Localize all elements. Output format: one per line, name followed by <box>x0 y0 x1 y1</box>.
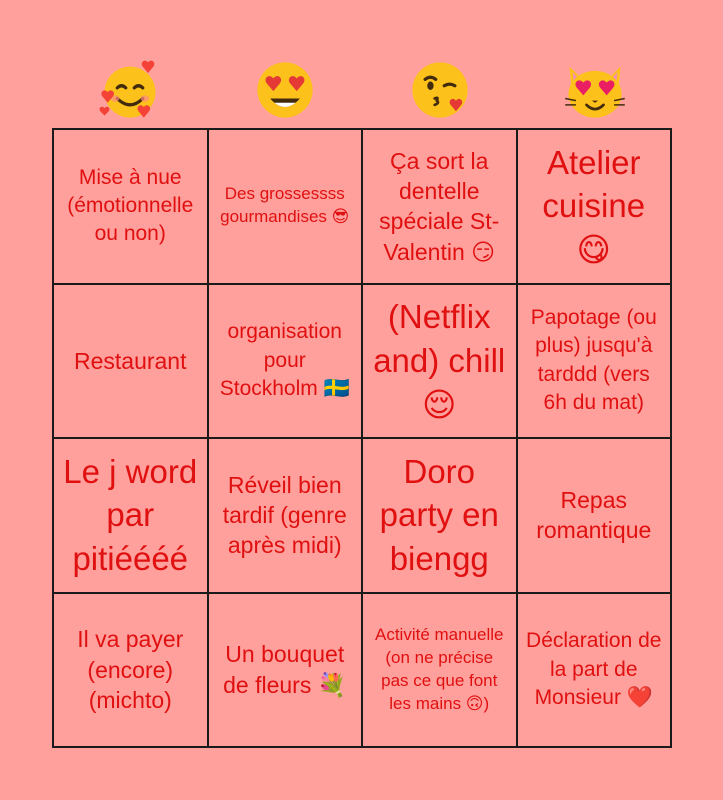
bingo-cell-text: Activité manuelle (on ne précise pas ce que font les mains 🙃) <box>374 624 504 713</box>
bingo-cell-text: Ça sort la dentelle spéciale St-Valentin 😏 <box>379 147 500 265</box>
bingo-cell-16[interactable] <box>517 593 672 748</box>
bingo-cell-5[interactable] <box>53 284 208 439</box>
bingo-cell-text: Il va payer (encore)(michto) <box>77 626 184 713</box>
bingo-cell-text: Papotage (ou plus) jusqu'à tarddd (vers 6h du mat) <box>530 306 657 415</box>
bingo-cell-text: Restaurant <box>73 347 187 374</box>
bingo-cell-text: Repas romantique <box>536 486 652 544</box>
bingo-cell-9[interactable] <box>53 438 208 593</box>
bingo-cell-6[interactable] <box>208 284 363 439</box>
bingo-cell-text: Réveil bien tardif (genre après midi) <box>222 471 347 559</box>
bingo-cell-4[interactable] <box>517 129 672 284</box>
bingo-cell-text: (Netflix and) chill 😌 <box>373 298 506 423</box>
bingo-cell-text: Déclaration de la part de Monsieur ❤️ <box>526 629 662 709</box>
bingo-cell-text: Un bouquet de fleurs 💐 <box>223 641 347 698</box>
bingo-cell-text: organisation pour Stockholm 🇸🇪 <box>219 320 350 400</box>
bingo-cell-11[interactable] <box>362 438 517 593</box>
bingo-cell-text: Mise à nue (émotionnelle ou non) <box>67 165 194 246</box>
bingo-cell-14[interactable] <box>208 593 363 748</box>
bingo-cell-10[interactable] <box>208 438 363 593</box>
bingo-cell-13[interactable] <box>53 593 208 748</box>
bingo-cell-1[interactable] <box>53 129 208 284</box>
bingo-header <box>52 52 672 128</box>
bingo-cell-2[interactable] <box>208 129 363 284</box>
smiling-face-with-hearts-icon <box>96 56 164 124</box>
bingo-cell-12[interactable] <box>517 438 672 593</box>
smiling-face-with-heart-eyes-icon <box>251 56 319 124</box>
bingo-cell-text: Des grossessss gourmandises 😎 <box>220 184 350 227</box>
smiling-cat-with-heart-eyes-icon <box>561 56 629 124</box>
face-blowing-a-kiss-icon <box>406 56 474 124</box>
bingo-cell-text: Atelier cuisine 😋 <box>542 143 646 269</box>
header-cell-1 <box>52 52 207 128</box>
header-cell-2 <box>207 52 362 128</box>
header-cell-3 <box>362 52 517 128</box>
bingo-cell-8[interactable] <box>517 284 672 439</box>
bingo-cell-7[interactable] <box>362 284 517 439</box>
header-cell-4 <box>517 52 672 128</box>
bingo-cell-3[interactable] <box>362 129 517 284</box>
bingo-cell-text: Le j word par pitiéééé <box>63 452 198 578</box>
bingo-cell-15[interactable] <box>362 593 517 748</box>
bingo-grid <box>52 128 672 748</box>
bingo-cell-text: Doro party en biengg <box>379 452 499 578</box>
